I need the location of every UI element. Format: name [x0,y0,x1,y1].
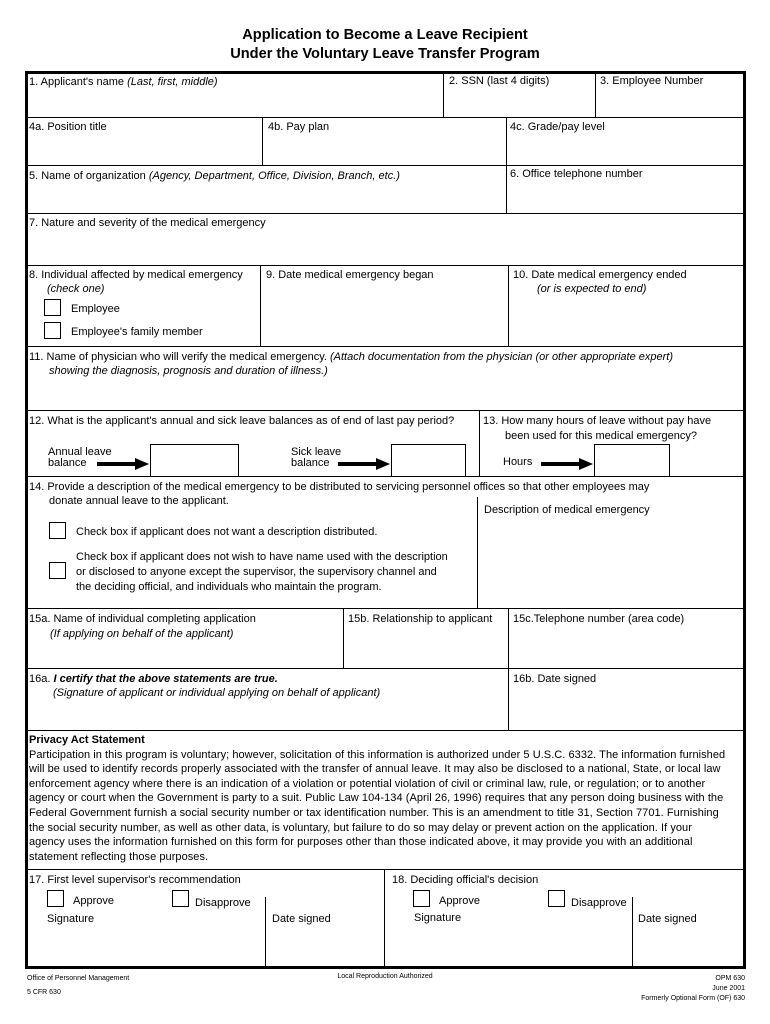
supervisor-signature-field[interactable]: Signature [47,913,95,925]
footer-cfr: 5 CFR 630 [27,989,61,996]
employee-number-field[interactable]: 3. Employee Number [600,75,704,87]
row-divider [25,869,746,870]
physician-hint: showing the diagnosis, prognosis and duration of illness.) [49,365,328,377]
supervisor-date-field[interactable]: Date signed [272,913,331,925]
official-date-field[interactable]: Date signed [638,913,697,925]
no-name-label-line1: Check box if applicant does not wish to have name used with the description [76,551,448,563]
no-name-label-line3: the deciding official, and individuals who maintain the program. [76,581,382,593]
supervisor-approve-checkbox[interactable] [47,890,64,907]
office-telephone-field[interactable]: 6. Office telephone number [510,168,643,180]
applicant-name-field[interactable]: 1. Applicant's name (Last, first, middle) [29,76,218,88]
expected-end-hint: (or is expected to end) [537,283,647,295]
employee-checkbox[interactable] [44,299,61,316]
annual-arrow-icon [97,458,149,470]
form-title: Application to Become a Leave Recipient [242,27,528,43]
leave-without-pay-label: 13. How many hours of leave without pay have [483,415,712,427]
certification-hint: (Signature of applicant or individual applying on behalf of applicant) [53,687,381,699]
row-divider [25,213,746,214]
supervisor-approve-label: Approve [73,895,114,907]
no-description-checkbox[interactable] [49,522,66,539]
form-subtitle: Under the Voluntary Leave Transfer Program [230,46,540,62]
row-divider [25,117,746,118]
family-member-checkbox[interactable] [44,322,61,339]
grade-pay-level-field[interactable]: 4c. Grade/pay level [510,121,605,133]
check-one-hint: (check one) [47,283,105,295]
leave-without-pay-label-line2: been used for this medical emergency? [505,430,697,442]
description-instructions-line2: donate annual leave to the applicant. [49,495,229,507]
leave-balances-label: 12. What is the applicant's annual and sick leave balances as of end of last pay period? [29,415,455,427]
privacy-act-heading: Privacy Act Statement [29,734,145,746]
no-name-checkbox[interactable] [49,562,66,579]
sick-leave-balance-input[interactable] [391,444,466,477]
completer-name-hint: (If applying on behalf of the applicant) [50,628,234,640]
row-divider [25,346,746,347]
annual-leave-label: Annual leave balance [48,446,112,469]
hours-input[interactable] [594,444,670,477]
footer-office: Office of Personnel Management [27,975,130,982]
row-divider [25,668,746,669]
column-divider [260,265,261,346]
no-name-label-line2: or disclosed to anyone except the supervisor, the supervisory channel and [76,566,437,578]
emergency-ended-field[interactable]: 10. Date medical emergency ended [513,269,687,281]
column-divider [506,117,507,213]
column-divider [343,608,344,668]
supervisor-recommendation-label: 17. First level supervisor's recommendation [29,874,241,886]
column-divider [477,497,478,608]
official-approve-checkbox[interactable] [413,890,430,907]
column-divider [384,869,385,968]
column-divider [262,117,263,165]
hours-arrow-icon [541,458,593,470]
footer-reproduction: Local Reproduction Authorized [337,973,433,980]
supervisor-disapprove-checkbox[interactable] [172,890,189,907]
column-divider [443,72,444,117]
ssn-field[interactable]: 2. SSN (last 4 digits) [449,75,550,87]
date-signed-field[interactable]: 16b. Date signed [513,673,597,685]
certification-signature-field[interactable]: 16a. I certify that the above statements are true. [29,673,278,685]
column-divider [265,897,266,968]
supervisor-disapprove-label: Disapprove [195,897,251,909]
completer-name-field[interactable]: 15a. Name of individual completing application [29,613,256,625]
official-approve-label: Approve [439,895,480,907]
deciding-official-label: 18. Deciding official's decision [392,874,539,886]
row-divider [25,165,746,166]
employee-option-label: Employee [71,303,120,315]
column-divider [595,72,596,117]
family-member-option-label: Employee's family member [71,326,203,338]
official-disapprove-checkbox[interactable] [548,890,565,907]
footer-former-form: Formerly Optional Form (OF) 630 [641,995,745,1002]
physician-field[interactable]: 11. Name of physician who will verify the medical emergency. (Attach documentation from the physician (or other appropriate expert) [29,351,674,363]
position-title-field[interactable]: 4a. Position title [29,121,107,133]
privacy-act-statement [29,733,729,864]
official-disapprove-label: Disapprove [571,897,627,909]
official-signature-field[interactable]: Signature [414,912,462,924]
organization-field[interactable]: 5. Name of organization (Agency, Department, Office, Division, Branch, etc.) [29,170,400,182]
completer-telephone-field[interactable]: 15c.Telephone number (area code) [513,613,685,625]
hours-label: Hours [503,456,533,468]
description-of-emergency-field[interactable]: Description of medical emergency [484,504,650,516]
row-divider [25,608,746,609]
emergency-began-field[interactable]: 9. Date medical emergency began [266,269,434,281]
description-instructions: 14. Provide a description of the medical emergency to be distributed to servicing personnel offices so that other employees may [29,481,650,493]
medical-emergency-nature-field[interactable]: 7. Nature and severity of the medical emergency [29,217,266,229]
relationship-field[interactable]: 15b. Relationship to applicant [348,613,493,625]
row-divider [25,265,746,266]
column-divider [508,608,509,730]
pay-plan-field[interactable]: 4b. Pay plan [268,121,330,133]
footer-form-number: OPM 630 [715,975,745,982]
row-divider [25,410,746,411]
footer-date: June 2001 [712,985,745,992]
affected-individual-label: 8. Individual affected by medical emergency [29,269,243,281]
privacy-act-text: Participation in this program is voluntary; however, solicitation of this information is authorized under 5 U.S.C. 6332. The information furnished will be used to identify records properly associated with the transfer of annual leave. It may also be disclosed to a national, State, or local law enforcement agency where there is an indication of a violation or potential violation of civil or criminal law, rule, or regulation; or to another agency or court when the Government is party to a suit. Public Law 104-134 (April 26, 1996) requires that any person doing business with the Federal Government furnish a social security number or tax identification number. This is an amendment to title 31, Section 7701. Furnishing the social security number, as well as other data, is voluntary, but failure to do so may delay or prevent action on the application. If your agency uses the information furnished on this form for purposes other than those indicated above, it may provide you with an additional statement reflecting those purposes. [29,748,726,863]
annual-leave-balance-input[interactable] [150,444,239,477]
column-divider [479,410,480,476]
row-divider [25,730,746,731]
no-description-label: Check box if applicant does not want a description distributed. [76,526,378,538]
sick-leave-label: Sick leave balance [291,446,342,469]
sick-arrow-icon [338,458,390,470]
column-divider [632,897,633,968]
column-divider [508,265,509,346]
